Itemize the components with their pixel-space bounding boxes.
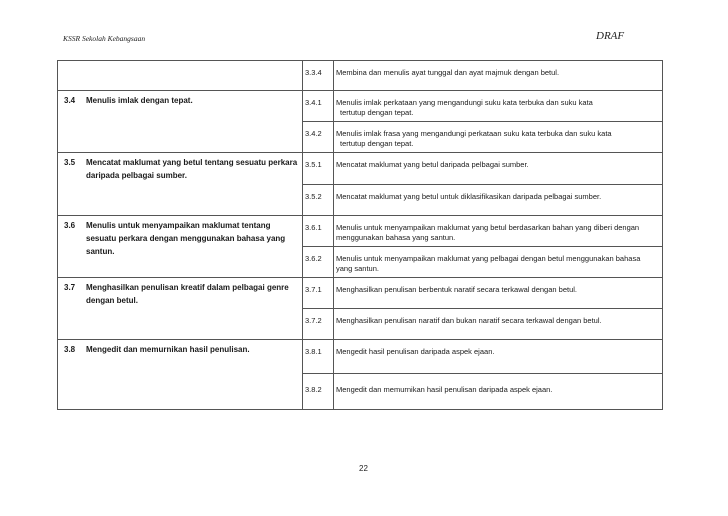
content-standard-number: 3.8 bbox=[64, 345, 76, 354]
learning-standard-text: Menulis untuk menyampaikan maklumat yang betul berdasarkan bahan yang diberi dengan menggunakan bahasa yang santun. bbox=[334, 216, 663, 247]
content-standard-text: Menulis imlak dengan tepat. bbox=[86, 96, 193, 105]
content-standard-number: 3.4 bbox=[64, 96, 76, 105]
learning-standard-number: 3.4.1 bbox=[303, 91, 334, 122]
learning-standard-number: 3.4.2 bbox=[303, 122, 334, 153]
learning-standard-text: Menulis imlak perkataan yang mengandungi suku kata terbuka dan suku kata tertutup dengan tepat. bbox=[334, 91, 663, 122]
content-standard-cell bbox=[58, 216, 303, 278]
content-standard-cell bbox=[58, 61, 303, 91]
learning-standard-text: Menghasilkan penulisan naratif dan bukan naratif secara terkawal dengan betul. bbox=[334, 309, 663, 340]
learning-standard-text: Mencatat maklumat yang betul untuk diklasifikasikan daripada pelbagai sumber. bbox=[334, 185, 663, 216]
table-row bbox=[58, 61, 663, 91]
learning-standard-number: 3.8.2 bbox=[303, 374, 334, 410]
learning-standard-number: 3.6.2 bbox=[303, 247, 334, 278]
content-standard-number: 3.5 bbox=[64, 158, 76, 167]
content-standard-text: Menulis untuk menyampaikan maklumat tentang sesuatu perkara dengan menggunakan bahasa yang santun. bbox=[86, 221, 286, 256]
table-row bbox=[58, 278, 663, 309]
learning-standard-number: 3.5.1 bbox=[303, 153, 334, 185]
learning-standard-text: Mengedit hasil penulisan daripada aspek ejaan. bbox=[334, 340, 663, 374]
content-standard-cell bbox=[58, 278, 303, 340]
learning-standard-number: 3.8.1 bbox=[303, 340, 334, 374]
content-standard-text: Mengedit dan memurnikan hasil penulisan. bbox=[86, 345, 250, 354]
learning-standard-number: 3.3.4 bbox=[303, 61, 334, 91]
learning-standard-text: Mengedit dan memurnikan hasil penulisan daripada aspek ejaan. bbox=[334, 374, 663, 410]
learning-standard-text: Menghasilkan penulisan berbentuk naratif secara terkawal dengan betul. bbox=[334, 278, 663, 309]
curriculum-standards-table bbox=[57, 60, 663, 410]
learning-standard-text: Menulis imlak frasa yang mengandungi perkataan suku kata terbuka dan suku kata tertutup dengan tepat. bbox=[334, 122, 663, 153]
content-standard-cell bbox=[58, 153, 303, 216]
table-row bbox=[58, 91, 663, 122]
content-standard-number: 3.7 bbox=[64, 283, 76, 292]
content-standard-number: 3.6 bbox=[64, 221, 76, 230]
learning-standard-text: Menulis untuk menyampaikan maklumat yang pelbagai dengan betul menggunakan bahasa yang santun. bbox=[334, 247, 663, 278]
learning-standard-number: 3.7.1 bbox=[303, 278, 334, 309]
page-number: 22 bbox=[359, 464, 368, 473]
content-standard-text: Menghasilkan penulisan kreatif dalam pelbagai genre dengan betul. bbox=[86, 283, 289, 305]
table-row bbox=[58, 340, 663, 374]
content-standard-cell bbox=[58, 340, 303, 410]
learning-standard-text: Mencatat maklumat yang betul daripada pelbagai sumber. bbox=[334, 153, 663, 185]
table-row bbox=[58, 216, 663, 247]
table-row bbox=[58, 153, 663, 185]
content-standard-cell bbox=[58, 91, 303, 153]
header-draft-label: DRAF bbox=[596, 30, 625, 42]
learning-standard-number: 3.7.2 bbox=[303, 309, 334, 340]
learning-standard-text: Membina dan menulis ayat tunggal dan ayat majmuk dengan betul. bbox=[334, 61, 663, 91]
learning-standard-number: 3.5.2 bbox=[303, 185, 334, 216]
content-standard-text: Mencatat maklumat yang betul tentang sesuatu perkara daripada pelbagai sumber. bbox=[86, 158, 298, 180]
header-document-title: KSSR Sekolah Kebangsaan bbox=[63, 34, 146, 43]
learning-standard-number: 3.6.1 bbox=[303, 216, 334, 247]
